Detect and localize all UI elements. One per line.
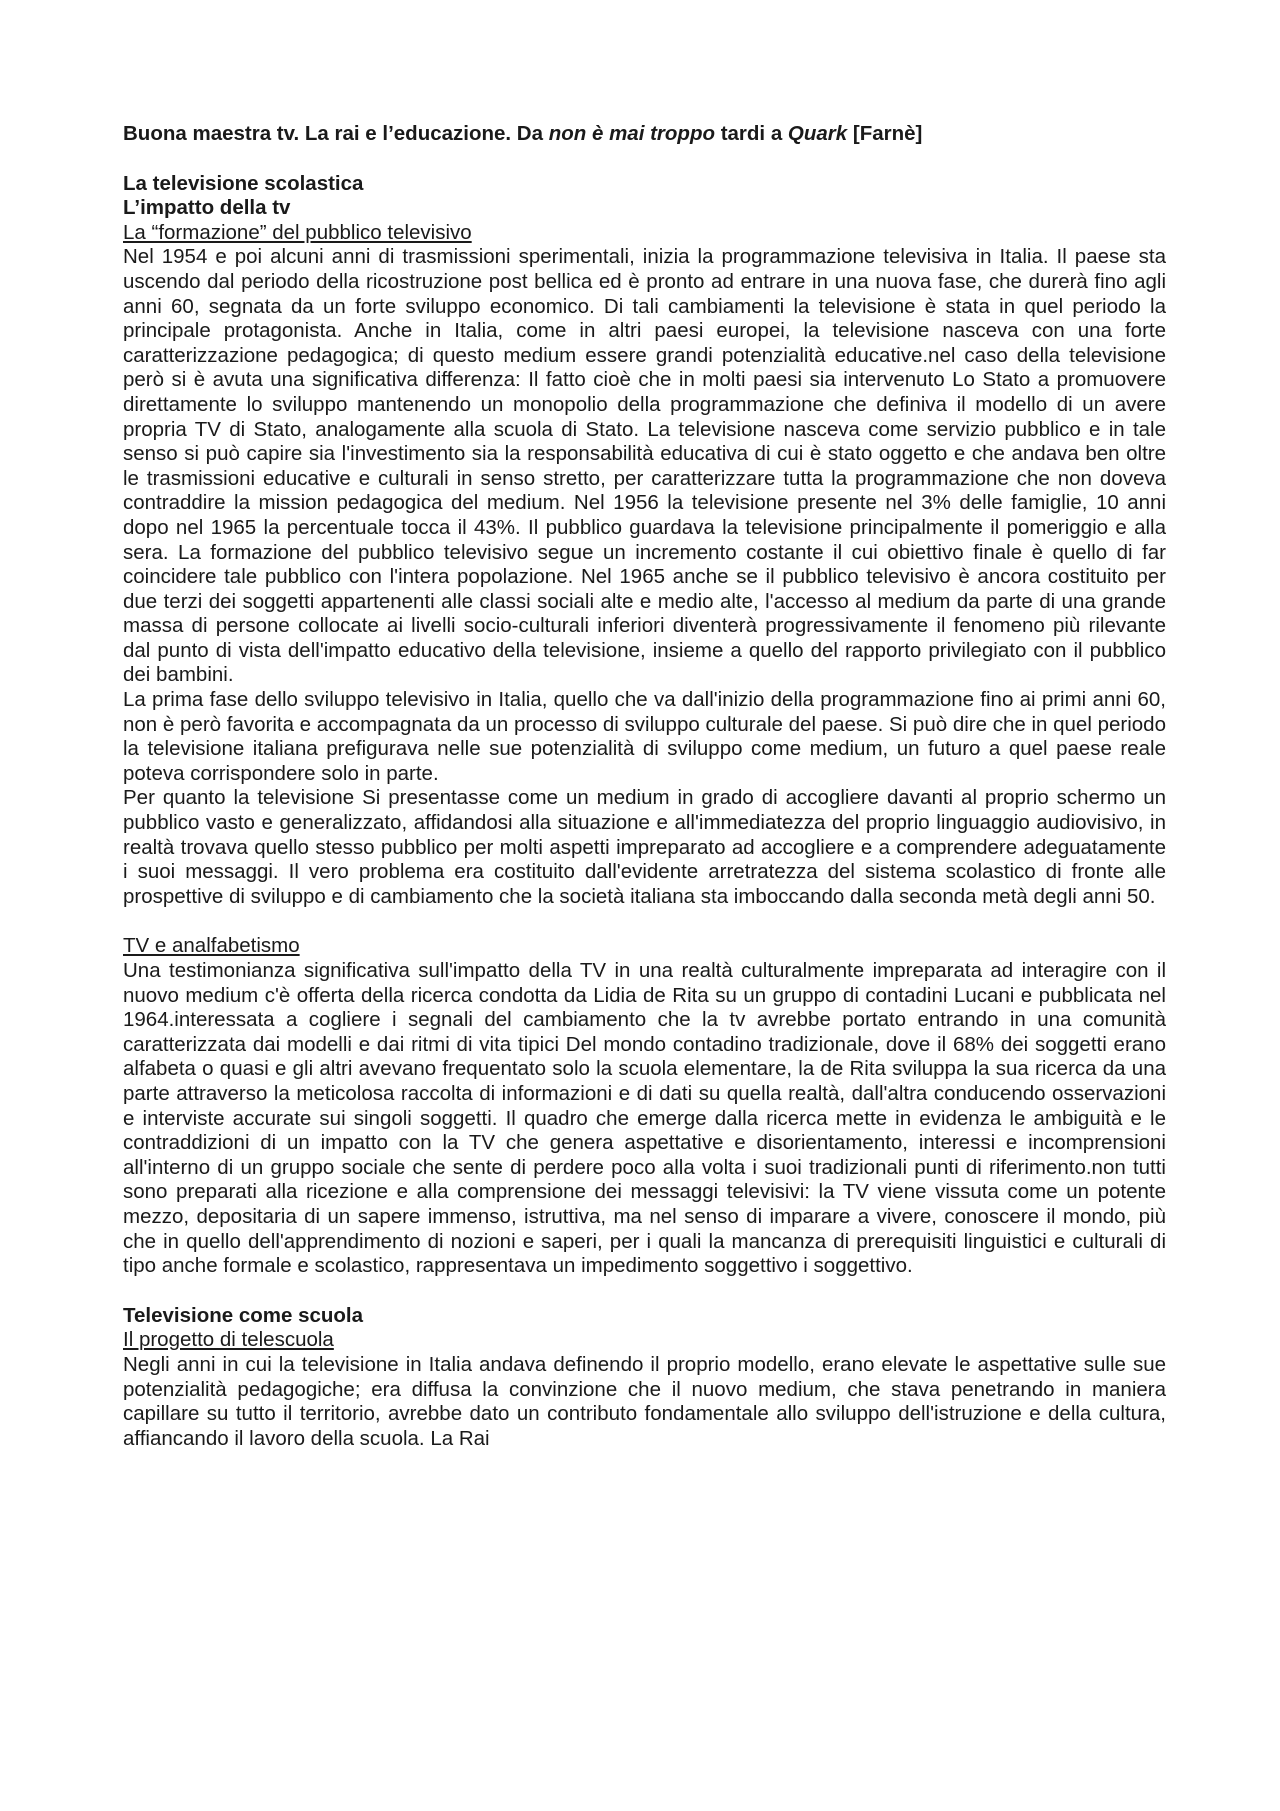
title-part-3: [Farnè]	[847, 122, 923, 145]
title-italic-1: non è mai troppo	[548, 122, 715, 145]
subtitle-tv-analfabetismo: TV e analfabetismo	[123, 934, 300, 958]
subtitle-formazione-pubblico: La “formazione” del pubblico televisivo	[123, 220, 472, 244]
title-part-1: Buona maestra tv. La rai e l’educazione. Da	[123, 122, 549, 145]
paragraph: Una testimonianza significativa sull'impatto della TV in una realtà culturalmente impreparata ad interagire con il nuovo medium c'è offerta della ricerca condotta da Lidia de Rita su un gruppo di contadini Lucani e pubblicata nel 1964.interessata a cogliere i segnali del cambiamento che la tv avrebbe portato entrando in una comunità caratterizzata dai modelli e dai ritmi di vita tipici Del mondo contadino tradizionale, dove il 68% dei soggetti erano alfabeta o quasi e gli altri avevano frequentato solo la scuola elementare, la de Rita sviluppa la sua ricerca da una parte attraverso la meticolosa raccolta di informazioni e di dati su quella realtà, dall'altra conducendo osservazioni e interviste accurate sui singoli soggetti. Il quadro che emerge dalla ricerca mette in evidenza le ambiguità e le contraddizioni di un impatto con la TV che genera aspettative e disorientamento, interessi e incomprensioni all'interno di un gruppo sociale che sente di perdere poco alla volta i suoi tradizionali punti di riferimento.non tutti sono preparati alla ricezione e alla comprensione dei messaggi televisivi: la TV viene vissuta come un potente mezzo, depositaria di un sapere immenso, istruttiva, ma nel senso di imparare a vivere, conoscere il mondo, più che in quello dell'apprendimento di nozioni e saperi, per i quali la mancanza di prerequisiti linguistici e culturali di tipo anche formale e scolastico, rappresentava un impedimento soggettivo i soggettivo.	[123, 959, 1166, 1278]
section-heading-televisione-come-scuola: Televisione come scuola	[123, 1303, 364, 1327]
document-page	[123, 122, 1166, 1451]
title-part-2: tardi a	[715, 122, 788, 145]
paragraph: La prima fase dello sviluppo televisivo in Italia, quello che va dall'inizio della programmazione fino ai primi anni 60, non è però favorita e accompagnata da un processo di sviluppo culturale del paese. Si può dire che in quel periodo la televisione italiana prefigurava nelle sue potenzialità di sviluppo come medium, un futuro a quel paese reale poteva corrispondere solo in parte.	[123, 688, 1166, 785]
section-subheading-impatto-tv: L’impatto della tv	[123, 196, 291, 220]
paragraph: Per quanto la televisione Si presentasse come un medium in grado di accogliere davanti al proprio schermo un pubblico vasto e generalizzato, affidandosi alla situazione e all'immediatezza del proprio linguaggio audiovisivo, in realtà trovava quello stesso pubblico per molti aspetti impreparato ad accogliere e a comprendere adeguatamente i suoi messaggi. Il vero problema era costituito dall'evidente arretratezza del sistema scolastico di fronte alle prospettive di sviluppo e di cambiamento che la società italiana sta imboccando dalla seconda metà degli anni 50.	[123, 786, 1166, 908]
title-italic-2: Quark	[787, 122, 848, 145]
section-heading-televisione-scolastica: La televisione scolastica	[123, 171, 364, 195]
subtitle-progetto-telescuola: Il progetto di telescuola	[123, 1328, 334, 1352]
paragraph: Negli anni in cui la televisione in Italia andava definendo il proprio modello, erano elevate le aspettative sulle sue potenzialità pedagogiche; era diffusa la convinzione che il nuovo medium, che stava penetrando in maniera capillare su tutto il territorio, avrebbe dato un contributo fondamentale allo sviluppo dell'istruzione e della cultura, affiancando il lavoro della scuola. La Rai	[123, 1352, 1166, 1450]
document-title	[123, 122, 1166, 147]
paragraph: Nel 1954 e poi alcuni anni di trasmissioni sperimentali, inizia la programmazione televisiva in Italia. Il paese sta uscendo dal periodo della ricostruzione post bellica ed è pronto ad entrare in una nuova fase, che durerà fino agli anni 60, segnata da un forte sviluppo economico. Di tali cambiamenti la televisione è stata in quel periodo la principale protagonista. Anche in Italia, come in altri paesi europei, la televisione nasceva con una forte caratterizzazione pedagogica; di questo medium essere grandi potenzialità educative.nel caso della televisione però si è avuta una significativa differenza: Il fatto cioè che in molti paesi sia intervenuto Lo Stato a promuovere direttamente lo sviluppo mantenendo un monopolio della programmazione che definiva il modello di un avere propria TV di Stato, analogamente alla scuola di Stato. La televisione nasceva come servizio pubblico e in tale senso si può capire sia l'investimento sia la responsabilità educativa di cui è stato oggetto e che andava ben oltre le trasmissioni educative e culturali in senso stretto, per caratterizzare tutta la programmazione che non doveva contraddire la mission pedagogica del medium. Nel 1956 la televisione presente nel 3% delle famiglie, 10 anni dopo nel 1965 la percentuale tocca il 43%. Il pubblico guardava la televisione principalmente il pomeriggio e alla sera. La formazione del pubblico televisivo segue un incremento costante il cui obiettivo finale è quello di far coincidere tale pubblico con l'intera popolazione. Nel 1965 anche se il pubblico televisivo è ancora costituito per due terzi dei soggetti appartenenti alle classi sociali alte e medio alte, l'accesso al medium da parte di una grande massa di persone collocate ai livelli socio-culturali inferiori diventerà progressivamente il fenomeno più rilevante dal punto di vista dell'impatto educativo della televisione, insieme a quello del rapporto privilegiato con il pubblico dei bambini.	[123, 245, 1166, 687]
